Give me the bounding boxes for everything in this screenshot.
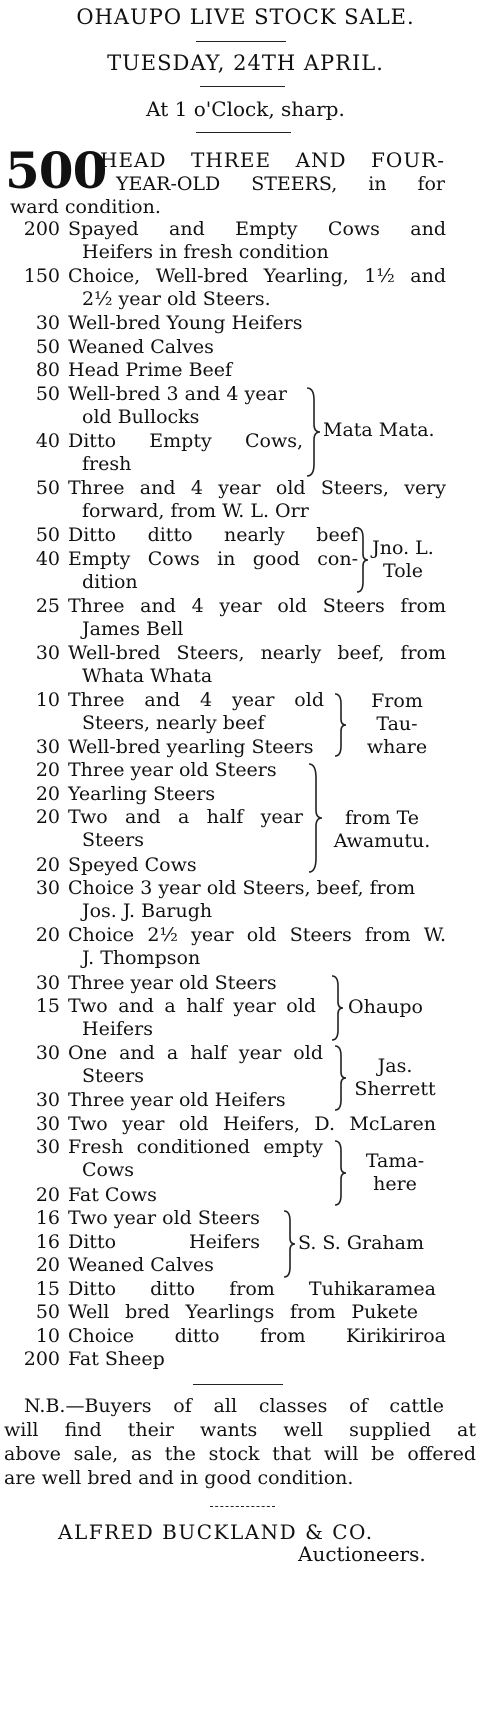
brace-tauwhare [333, 692, 347, 758]
lot-count: 50 [35, 336, 60, 358]
lot-count: 150 [23, 265, 60, 287]
lot-desc-cont: forward, from W. L. Orr [82, 500, 309, 522]
lot-desc-cont: fresh [82, 453, 132, 475]
source-jno-tole-line-2: Tole [383, 560, 423, 582]
lot-desc: Ditto ditto nearly beef [68, 524, 358, 546]
source-tamahere-line-1: Tama- [365, 1150, 425, 1172]
lot-count: 50 [35, 524, 60, 546]
lot-count: 40 [35, 430, 60, 452]
source-jno-tole [372, 537, 434, 583]
lot-desc-cont: Heifers in fresh condition [82, 241, 329, 263]
auctioneer-firm: ALFRED BUCKLAND & CO. [58, 1520, 374, 1544]
lot-count: 50 [35, 477, 60, 499]
lead-line-2: YEAR-OLD STEERS, in for [116, 173, 445, 195]
source-tamahere-line-2: here [373, 1173, 417, 1195]
note-line-1: N.B.—Buyers of all classes of cattle [24, 1395, 444, 1417]
lot-desc: Choice ditto from Kirikiriroa [68, 1325, 446, 1347]
lot-count: 50 [35, 1301, 60, 1323]
lot-desc: Ditto Empty Cows, [68, 430, 303, 452]
lot-count: 20 [35, 1184, 60, 1206]
lot-count: 20 [35, 783, 60, 805]
brace-graham [282, 1209, 296, 1279]
lot-desc: Ditto ditto from Tuhikaramea [68, 1278, 436, 1300]
lot-desc: Fresh conditioned empty [68, 1136, 323, 1158]
lead-line-1: HEAD THREE AND FOUR- [100, 148, 445, 172]
source-jno-tole-line-1: Jno. L. [372, 537, 434, 559]
lot-desc: Well-bred Steers, nearly beef, from [68, 642, 446, 664]
lot-desc-cont: Heifers [82, 1018, 153, 1040]
lot-desc-cont: Steers [82, 829, 144, 851]
source-mata-mata: Mata Mata. [323, 419, 435, 441]
brace-tamahere [333, 1139, 347, 1207]
lot-desc-cont: Steers, nearly beef [82, 712, 265, 734]
lot-count: 30 [35, 972, 60, 994]
lot-desc-cont: old Bullocks [82, 406, 200, 428]
lot-desc: Three year old Steers [68, 759, 277, 781]
source-tauwhare [355, 690, 439, 759]
lot-count: 30 [35, 1113, 60, 1135]
lot-desc: Choice, Well-bred Yearling, 1½ and [68, 265, 446, 287]
brace-ohaupo [330, 974, 344, 1042]
lot-desc: Yearling Steers [68, 783, 216, 805]
lot-count: 25 [35, 595, 60, 617]
lot-count: 200 [23, 1348, 60, 1370]
lot-count: 80 [35, 359, 60, 381]
brace-te-awamutu [307, 762, 323, 874]
lot-count: 20 [35, 854, 60, 876]
source-ohaupo: Ohaupo [348, 996, 423, 1018]
rule-3 [196, 132, 291, 133]
lot-desc-cont: James Bell [82, 618, 184, 640]
lot-count: 30 [35, 312, 60, 334]
lot-desc: Fat Sheep [68, 1348, 165, 1370]
lot-desc: Three year old Steers [68, 972, 277, 994]
lot-count: 16 [35, 1207, 60, 1229]
lot-count: 30 [35, 1136, 60, 1158]
lot-desc: Fat Cows [68, 1184, 157, 1206]
lot-desc: Weaned Calves [68, 1254, 214, 1276]
lot-count: 30 [35, 1042, 60, 1064]
lot-desc-cont: Cows [82, 1159, 134, 1181]
lot-desc-cont: J. Thompson [82, 947, 201, 969]
lot-desc-cont: Steers [82, 1065, 144, 1087]
brace-jno-tole [355, 526, 369, 594]
lot-desc-cont: dition [82, 571, 138, 593]
lot-desc-cont: Whata Whata [82, 665, 213, 687]
lot-count: 30 [35, 877, 60, 899]
lot-desc: Choice 2½ year old Steers from W. [68, 924, 446, 946]
lot-desc: Empty Cows in good con- [68, 548, 358, 570]
lot-desc-cont: Jos. J. Barugh [82, 900, 213, 922]
rule-1 [196, 41, 286, 42]
lot-count: 200 [23, 218, 60, 240]
source-tamahere [355, 1150, 435, 1196]
lot-count: 50 [35, 383, 60, 405]
lot-count: 20 [35, 1254, 60, 1276]
brace-mata-mata [305, 386, 321, 478]
lot-desc: Spayed and Empty Cows and [68, 218, 446, 240]
source-tauwhare-line-3: whare [366, 736, 428, 758]
lot-count: 20 [35, 924, 60, 946]
source-te-awamutu [327, 807, 437, 853]
brace-sherrett [333, 1044, 347, 1112]
lot-desc: Three and 4 year old [68, 689, 324, 711]
note-line-4: are well bred and in good condition. [4, 1467, 354, 1489]
lot-desc: Three year old Heifers [68, 1089, 286, 1111]
ad-title: OHAUPO LIVE STOCK SALE. [76, 5, 415, 29]
lot-desc-cont: 2½ year old Steers. [82, 288, 271, 310]
lot-desc: Well-bred yearling Steers [68, 736, 314, 758]
source-te-awamutu-line-1: from Te [344, 807, 420, 829]
lead-line-3: ward condition. [10, 196, 161, 218]
source-sherrett [350, 1055, 440, 1101]
lot-desc: Well-bred Young Heifers [68, 312, 303, 334]
lot-desc: Three and 4 year old Steers from [68, 595, 446, 617]
lot-desc: Ditto Heifers [68, 1231, 260, 1253]
lot-desc: Two and a half year old [68, 995, 316, 1017]
lot-desc: Two year old Steers [68, 1207, 260, 1229]
source-te-awamutu-line-2: Awamutu. [333, 830, 431, 852]
lot-count: 10 [35, 1325, 60, 1347]
rule-5 [210, 1506, 275, 1507]
rule-2 [200, 86, 285, 87]
lot-count: 16 [35, 1231, 60, 1253]
source-sherrett-line-1: Jas. [377, 1055, 413, 1077]
lot-count: 10 [35, 689, 60, 711]
source-tauwhare-line-1: From [371, 690, 423, 712]
lot-desc: Choice 3 year old Steers, beef, from [68, 877, 416, 899]
source-tauwhare-line-2: Tau- [376, 713, 418, 735]
lot-desc: Speyed Cows [68, 854, 197, 876]
sale-time: At 1 o'Clock, sharp. [146, 97, 345, 121]
lot-desc: Two and a half year [68, 806, 303, 828]
auctioneer-role: Auctioneers. [298, 1542, 426, 1566]
source-graham: S. S. Graham [298, 1232, 425, 1254]
lot-count: 30 [35, 1089, 60, 1111]
source-sherrett-line-2: Sherrett [354, 1078, 436, 1100]
lot-desc: Two year old Heifers, D. McLaren [68, 1113, 436, 1135]
lot-desc: One and a half year old [68, 1042, 323, 1064]
lot-count: 20 [35, 759, 60, 781]
lead-count: 500 [5, 141, 107, 200]
lot-desc: Head Prime Beef [68, 359, 233, 381]
lot-count: 15 [35, 995, 60, 1017]
sale-date: TUESDAY, 24TH APRIL. [107, 51, 384, 75]
lot-count: 15 [35, 1278, 60, 1300]
lot-desc: Three and 4 year old Steers, very [68, 477, 446, 499]
note-line-3: above sale, as the stock that will be offered [4, 1443, 476, 1465]
lot-count: 20 [35, 806, 60, 828]
lot-desc: Well-bred 3 and 4 year [68, 383, 287, 405]
rule-4 [193, 1384, 283, 1385]
lot-desc: Well bred Yearlings from Pukete [68, 1301, 418, 1323]
lot-count: 30 [35, 642, 60, 664]
lot-count: 30 [35, 736, 60, 758]
lot-count: 40 [35, 548, 60, 570]
note-line-2: will find their wants well supplied at [4, 1419, 476, 1441]
lot-desc: Weaned Calves [68, 336, 214, 358]
